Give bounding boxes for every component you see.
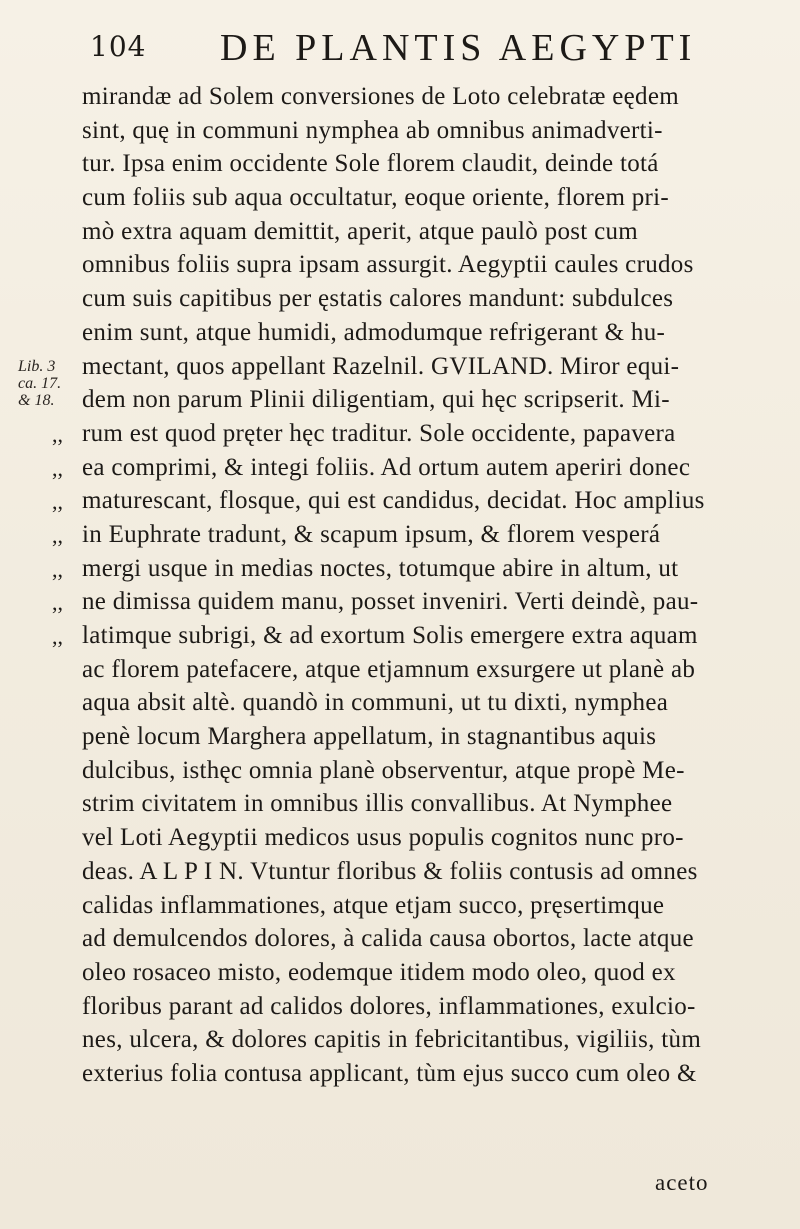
text-line: sint, quę in communi nymphea ab omnibus animadverti- [82, 116, 663, 144]
text-line: mò extra aquam demittit, aperit, atque paulò post cum [82, 217, 639, 245]
page-header [0, 22, 800, 70]
quote-mark: ,, [52, 556, 63, 582]
quote-mark: ,, [52, 422, 63, 447]
text-line: rum est quod pręter hęc traditur. Sole occidente, papavera [82, 419, 676, 447]
text-line: ac florem patefacere, atque etjamnum exsurgere ut planè ab [82, 655, 696, 683]
text-line: vel Loti Aegyptii medicos usus populis cognitos nunc pro- [82, 824, 684, 852]
quote-mark: ,, [52, 590, 63, 616]
text-line: maturescant, flosque, qui est candidus, decidat. Hoc amplius [82, 487, 705, 515]
text-line: enim sunt, atque humidi, admodumque refrigerant & hu- [82, 318, 666, 346]
text-line: strim civitatem in omnibus illis convallibus. At Nymphee [82, 790, 673, 818]
text-line: tur. Ipsa enim occidente Sole florem claudit, deinde totá [82, 150, 659, 178]
text-line: mectant, quos appellant Razelnil. GVILAND. Miror equi- [82, 352, 680, 380]
text-line: penè locum Marghera appellatum, in stagnantibus aquis [82, 723, 657, 751]
margin-note-chapter: ca. 17. [18, 375, 62, 392]
text-line: floribus parant ad calidos dolores, inflammationes, exulcio- [82, 992, 696, 1020]
body-text [82, 80, 772, 1091]
running-title: DE PLANTIS AEGYPTI [220, 27, 697, 69]
margin-note-chapter-2: & 18. [18, 392, 55, 409]
text-line: oleo rosaceo misto, eodemque itidem modo oleo, quod ex [82, 958, 676, 986]
page-number: 104 [90, 30, 147, 63]
text-line: latimque subrigi, & ad exortum Solis emergere extra aquam [82, 622, 698, 649]
quote-mark: ,, [52, 624, 63, 650]
text-line: dulcibus, isthęc omnia planè observentur, atque propè Me- [82, 756, 685, 784]
text-line: dem non parum Plinii diligentiam, qui hęc scripserit. Mi- [82, 386, 670, 414]
text-line: ne dimissa quidem manu, posset inveniri. Verti deindè, pau- [82, 588, 699, 616]
text-line: ad demulcendos dolores, à calida causa obortos, lacte atque [82, 925, 694, 953]
margin-note-book: Lib. 3 [18, 358, 56, 375]
text-line: cum foliis sub aqua occultatur, eoque oriente, florem pri- [82, 184, 670, 212]
quotation-marks [52, 418, 82, 654]
text-line: exterius folia contusa applicant, tùm ejus succo cum oleo & [82, 1059, 697, 1087]
quote-mark: ,, [52, 523, 63, 549]
text-line: mirandæ ad Solem conversiones de Loto celebratæ eędem [82, 83, 679, 110]
text-line: nes, ulcera, & dolores capitis in febricitantibus, vigiliis, tùm [82, 1026, 702, 1054]
quote-mark: ,, [52, 455, 63, 481]
text-line: mergi usque in medias noctes, totumque abire in altum, ut [82, 554, 679, 582]
text-line: cum suis capitibus per ęstatis calores mandunt: subdulces [82, 285, 674, 313]
text-line: deas. A L P I N. Vtuntur floribus & foliis contusis ad omnes [82, 857, 698, 885]
text-line: omnibus foliis supra ipsam assurgit. Aegyptii caules crudos [82, 251, 694, 279]
text-line: in Euphrate tradunt, & scapum ipsum, & florem vesperá [82, 520, 661, 548]
text-line: ea comprimi, & integi foliis. Ad ortum autem aperiri donec [82, 453, 691, 481]
quote-mark: ,, [52, 489, 63, 515]
text-line: aqua absit altè. quandò in communi, ut tu dixti, nymphea [82, 689, 669, 717]
catchword: aceto [655, 1170, 709, 1195]
text-line: calidas inflammationes, atque etjam succo, pręsertimque [82, 891, 665, 919]
